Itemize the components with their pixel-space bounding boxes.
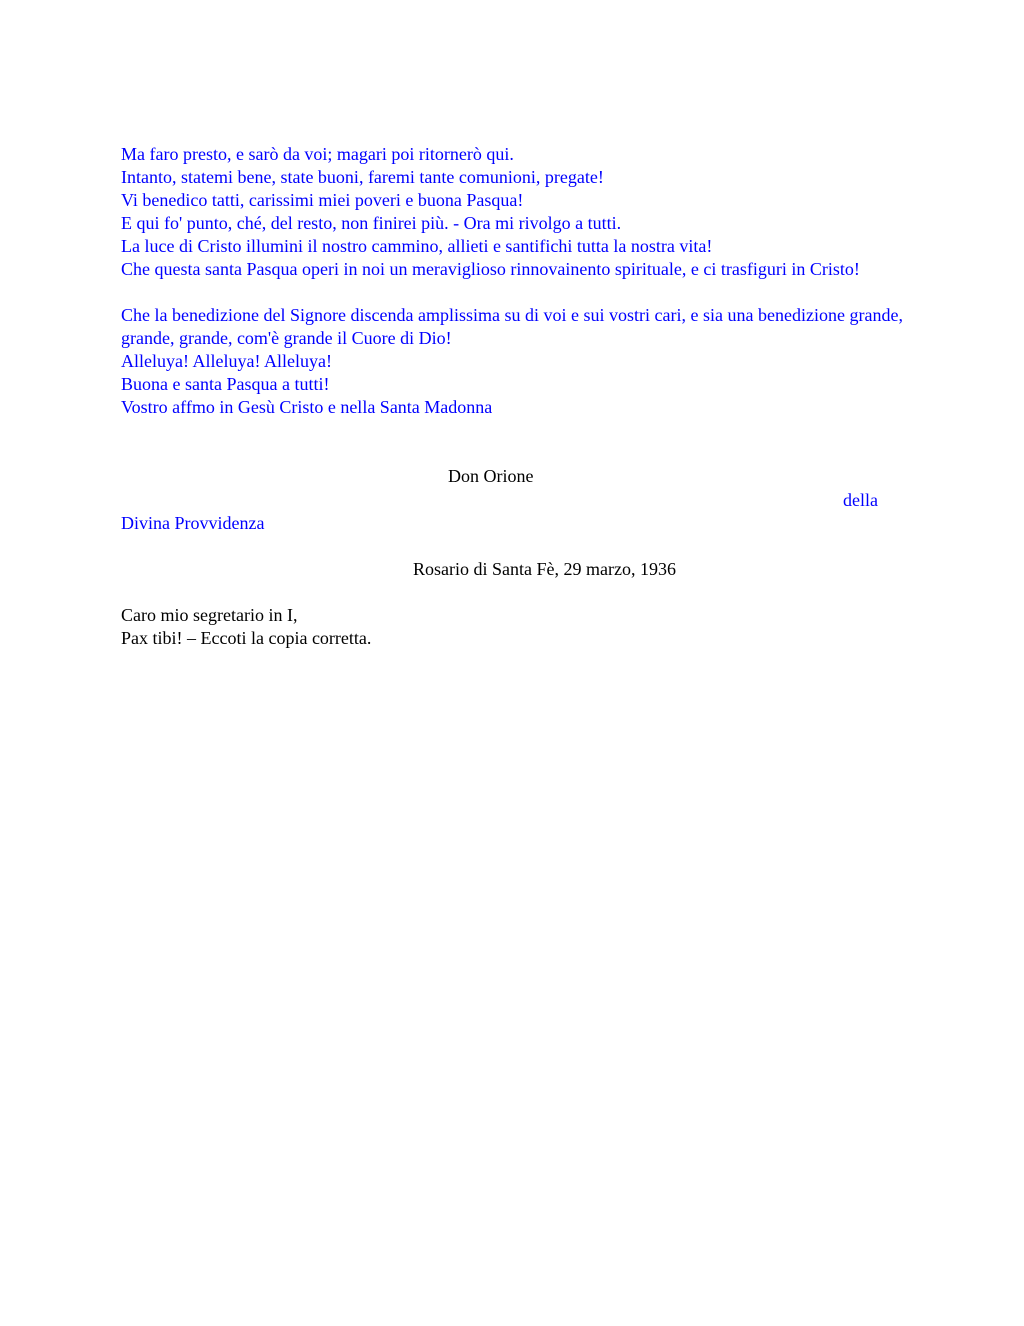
opening-line: Pax tibi! – Eccoti la copia corretta.	[121, 628, 372, 648]
letter-line-1: Ma faro presto, e sarò da voi; magari poi ritornerò qui.	[121, 144, 514, 164]
signature-name: Don Orione	[448, 466, 534, 486]
place-date-heading: Rosario di Santa Fè, 29 marzo, 1936	[413, 559, 676, 579]
letter-line-2: Intanto, statemi bene, state buoni, faremi tante comunioni, pregate!	[121, 167, 604, 187]
letter-line-8: Alleluya! Alleluya! Alleluya!	[121, 351, 332, 371]
letter-closing: Vostro affmo in Gesù Cristo e nella Santa Madonna	[121, 397, 493, 417]
salutation: Caro mio segretario in I,	[121, 605, 298, 625]
letter-line-9: Buona e santa Pasqua a tutti!	[121, 374, 330, 394]
letter-line-5: La luce di Cristo illumini il nostro cammino, allieti e santifichi tutta la nostra vita!	[121, 236, 713, 256]
letter-line-3: Vi benedico tatti, carissimi miei poveri e buona Pasqua!	[121, 190, 524, 210]
signature-divina-provvidenza: Divina Provvidenza	[121, 513, 265, 533]
letter-paragraph-7: Che la benedizione del Signore discenda amplissima su di voi e sui vostri cari, e sia una benedizione grande, grande, grande, com'è grande il Cuore di Dio!	[121, 305, 903, 348]
letter-paragraph-6: Che questa santa Pasqua operi in noi un meraviglioso rinnovainento spirituale, e ci trasfiguri in Cristo!	[121, 259, 860, 279]
letter-line-4: E qui fo' punto, ché, del resto, non finirei più. - Ora mi rivolgo a tutti.	[121, 213, 622, 233]
signature-della: della	[843, 490, 878, 510]
